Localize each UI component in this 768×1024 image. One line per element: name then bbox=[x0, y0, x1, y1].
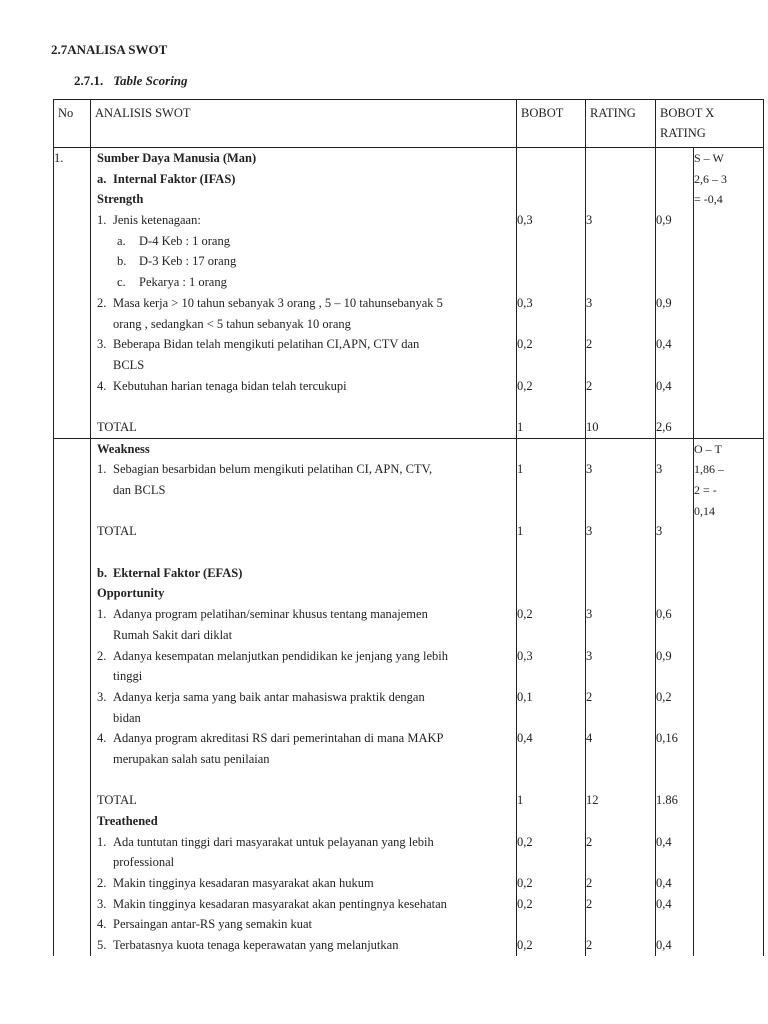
weakness-analysis-cell bbox=[91, 438, 517, 956]
bobot-value: 0,3 bbox=[517, 295, 533, 310]
bobot-value: 0,2 bbox=[517, 607, 533, 622]
item-text-continued: merupakan salah satu penilaian bbox=[113, 751, 270, 766]
rating-value: 2 bbox=[586, 834, 593, 849]
bobot-value: 0,3 bbox=[517, 213, 533, 228]
header-bobot-x-rating-line1: BOBOT X bbox=[660, 106, 715, 120]
item-number: 4. bbox=[97, 731, 107, 746]
header-bobot: BOBOT bbox=[517, 100, 586, 148]
item-text: Makin tingginya kesadaran masyarakat akan hukum bbox=[113, 876, 374, 891]
internal-factor-title bbox=[91, 169, 516, 190]
item-text: Masa kerja > 10 tahun sebanyak 3 orang , 5 – 10 tahunsebanyak 5 bbox=[113, 295, 443, 310]
item-number: 2. bbox=[97, 648, 107, 663]
strength-bobot-cell bbox=[517, 148, 586, 439]
list-item bbox=[91, 334, 516, 355]
score-value: 0,9 bbox=[656, 295, 672, 310]
external-factor-letter: b. bbox=[97, 565, 108, 580]
opportunity-total-label: TOTAL bbox=[97, 793, 137, 808]
rating-value: 2 bbox=[586, 938, 593, 953]
item-number: 3. bbox=[97, 896, 107, 911]
opportunity-label: Opportunity bbox=[97, 586, 165, 601]
opportunity-threat-difference-note bbox=[694, 438, 764, 956]
item-number: 5. bbox=[97, 938, 107, 953]
weakness-rating-cell bbox=[586, 438, 656, 956]
strength-label: Strength bbox=[97, 192, 144, 207]
rating-value: 3 bbox=[586, 607, 593, 622]
subsection-heading bbox=[74, 73, 188, 89]
score-value: 3 bbox=[656, 462, 663, 477]
item-text: Adanya kerja sama yang baik antar mahasiswa praktik dengan bbox=[113, 689, 425, 704]
bobot-value: 0,2 bbox=[517, 337, 533, 352]
score-total: 3 bbox=[656, 524, 663, 539]
score-value bbox=[656, 914, 693, 935]
list-item bbox=[91, 459, 516, 480]
score-value: 0,4 bbox=[656, 938, 672, 953]
bobot-total: 1 bbox=[517, 524, 524, 539]
rating-value: 3 bbox=[586, 295, 593, 310]
item-text: Jenis ketenagaan: bbox=[113, 213, 201, 228]
score-value: 0,4 bbox=[656, 876, 672, 891]
item-text: Adanya program akreditasi RS dari pemerintahan di mana MAKP bbox=[113, 731, 444, 746]
list-item bbox=[91, 728, 516, 749]
table-header-row bbox=[54, 100, 764, 148]
external-factor-text: Ekternal Faktor (EFAS) bbox=[113, 565, 243, 580]
weakness-score-cell bbox=[656, 438, 694, 956]
sub-item-text: D-4 Keb : 1 orang bbox=[139, 233, 230, 248]
bobot-value: 0,1 bbox=[517, 689, 533, 704]
section-strength-row bbox=[54, 148, 764, 439]
list-item bbox=[91, 832, 516, 853]
bobot-value: 0,2 bbox=[517, 876, 533, 891]
strength-total-label: TOTAL bbox=[97, 419, 137, 434]
list-item bbox=[91, 687, 516, 708]
score-total: 2,6 bbox=[656, 419, 672, 434]
bobot-value: 0,4 bbox=[517, 731, 533, 746]
bobot-value: 1 bbox=[517, 462, 524, 477]
item-number: 2. bbox=[97, 295, 107, 310]
item-text-continued: bidan bbox=[113, 710, 141, 725]
item-text-continued: dan BCLS bbox=[113, 483, 166, 497]
section-heading: 2.7ANALISA SWOT bbox=[51, 42, 168, 57]
rating-value: 2 bbox=[586, 876, 593, 891]
subsection-number: 2.7.1. bbox=[74, 73, 104, 88]
sub-item-letter: b. bbox=[117, 254, 127, 269]
bobot-value bbox=[517, 914, 585, 935]
section-title: Sumber Daya Manusia (Man) bbox=[97, 151, 257, 165]
item-text-continued: orang , sedangkan < 5 tahun sebanyak 10 orang bbox=[113, 316, 351, 331]
sub-item-text: D-3 Keb : 17 orang bbox=[139, 254, 237, 269]
swot-scoring-table bbox=[53, 99, 764, 956]
list-item bbox=[91, 894, 516, 915]
bobot-total: 1 bbox=[517, 793, 524, 808]
score-value: 0,6 bbox=[656, 607, 672, 622]
internal-factor-text: Internal Faktor (IFAS) bbox=[113, 171, 236, 186]
note-line: 2,6 – 3 bbox=[694, 171, 727, 186]
rating-total: 12 bbox=[586, 793, 599, 808]
rating-value: 2 bbox=[586, 896, 593, 911]
score-value: 0,9 bbox=[656, 648, 672, 663]
item-number: 4. bbox=[97, 378, 107, 393]
section-weakness-row bbox=[54, 438, 764, 956]
bobot-value: 0,2 bbox=[517, 938, 533, 953]
header-rating: RATING bbox=[586, 100, 656, 148]
list-item bbox=[91, 646, 516, 667]
sub-list-item bbox=[91, 231, 516, 252]
sub-list-item bbox=[91, 251, 516, 272]
sub-item-letter: a. bbox=[117, 233, 126, 248]
external-factor-title bbox=[91, 563, 516, 584]
bobot-total: 1 bbox=[517, 419, 524, 434]
header-bobot-x-rating bbox=[656, 100, 764, 148]
weakness-total-label: TOTAL bbox=[97, 524, 137, 539]
strength-rating-cell bbox=[586, 148, 656, 439]
list-item bbox=[91, 873, 516, 894]
item-text: Kebutuhan harian tenaga bidan telah tercukupi bbox=[113, 378, 347, 393]
subsection-title: Table Scoring bbox=[113, 73, 188, 88]
empty-number-cell bbox=[54, 438, 91, 956]
threat-label: Treathened bbox=[97, 814, 158, 828]
item-text: Makin tingginya kesadaran masyarakat akan pentingnya kesehatan bbox=[113, 896, 447, 911]
score-value: 0,2 bbox=[656, 689, 672, 704]
rating-total: 10 bbox=[586, 419, 599, 434]
sub-list-item bbox=[91, 272, 516, 293]
rating-value: 3 bbox=[586, 462, 593, 477]
note-line: 2 = - bbox=[694, 483, 717, 497]
item-text-continued: professional bbox=[113, 855, 175, 870]
sub-item-letter: c. bbox=[117, 275, 126, 290]
item-text: Sebagian besarbidan belum mengikuti pelatihan CI, APN, CTV, bbox=[113, 462, 433, 477]
note-line: = -0,4 bbox=[694, 192, 723, 207]
strength-score-cell bbox=[656, 148, 694, 439]
rating-value: 2 bbox=[586, 337, 593, 352]
list-item bbox=[91, 210, 516, 231]
note-line: S – W bbox=[694, 151, 724, 165]
row-number: 1. bbox=[54, 151, 64, 165]
item-number: 1. bbox=[97, 834, 107, 849]
note-line: 0,14 bbox=[694, 503, 715, 518]
internal-factor-letter: a. bbox=[97, 171, 107, 186]
sub-item-text: Pekarya : 1 orang bbox=[139, 275, 227, 290]
item-number: 1. bbox=[97, 462, 107, 477]
header-no: No bbox=[54, 100, 91, 148]
rating-value bbox=[586, 914, 655, 935]
score-value: 0,4 bbox=[656, 378, 672, 393]
score-total: 1.86 bbox=[656, 793, 678, 808]
weakness-bobot-cell bbox=[517, 438, 586, 956]
bobot-value: 0,2 bbox=[517, 834, 533, 849]
list-item bbox=[91, 293, 516, 314]
score-value: 0,9 bbox=[656, 213, 672, 228]
rating-value: 3 bbox=[586, 213, 593, 228]
item-text-continued: Rumah Sakit dari diklat bbox=[113, 627, 233, 642]
rating-total: 3 bbox=[586, 524, 593, 539]
item-number: 4. bbox=[97, 917, 107, 932]
score-value: 0,4 bbox=[656, 337, 672, 352]
note-line: 1,86 – bbox=[694, 462, 724, 477]
item-text-continued: BCLS bbox=[113, 357, 145, 372]
item-number: 2. bbox=[97, 876, 107, 891]
bobot-value: 0,2 bbox=[517, 896, 533, 911]
strength-analysis-cell bbox=[91, 148, 517, 439]
item-text: Adanya program pelatihan/seminar khusus tentang manajemen bbox=[113, 607, 428, 622]
item-text: Ada tuntutan tinggi dari masyarakat untuk pelayanan yang lebih bbox=[113, 834, 434, 849]
header-bobot-x-rating-line2: RATING bbox=[660, 126, 706, 140]
item-number: 1. bbox=[97, 607, 107, 622]
note-line: O – T bbox=[694, 441, 722, 456]
score-value: 0,16 bbox=[656, 731, 678, 746]
rating-value: 2 bbox=[586, 378, 593, 393]
item-text-continued: tinggi bbox=[113, 669, 143, 684]
strength-difference-note bbox=[694, 148, 764, 439]
item-text: Terbatasnya kuota tenaga keperawatan yang melanjutkan bbox=[113, 938, 399, 953]
list-item bbox=[91, 935, 516, 956]
item-text: Beberapa Bidan telah mengikuti pelatihan CI,APN, CTV dan bbox=[113, 337, 420, 352]
score-value: 0,4 bbox=[656, 834, 672, 849]
row-number-cell bbox=[54, 148, 91, 439]
score-value: 0,4 bbox=[656, 896, 672, 911]
header-analisis: ANALISIS SWOT bbox=[91, 100, 517, 148]
weakness-label: Weakness bbox=[97, 441, 150, 456]
item-number: 1. bbox=[97, 213, 107, 228]
item-text: Adanya kesempatan melanjutkan pendidikan ke jenjang yang lebih bbox=[113, 648, 448, 663]
rating-value: 2 bbox=[586, 689, 593, 704]
list-item bbox=[91, 604, 516, 625]
bobot-value: 0,3 bbox=[517, 648, 533, 663]
list-item bbox=[91, 914, 516, 935]
item-number: 3. bbox=[97, 337, 107, 352]
list-item bbox=[91, 376, 516, 397]
item-text: Persaingan antar-RS yang semakin kuat bbox=[113, 917, 313, 932]
bobot-value: 0,2 bbox=[517, 378, 533, 393]
rating-value: 4 bbox=[586, 731, 593, 746]
rating-value: 3 bbox=[586, 648, 593, 663]
item-number: 3. bbox=[97, 689, 107, 704]
